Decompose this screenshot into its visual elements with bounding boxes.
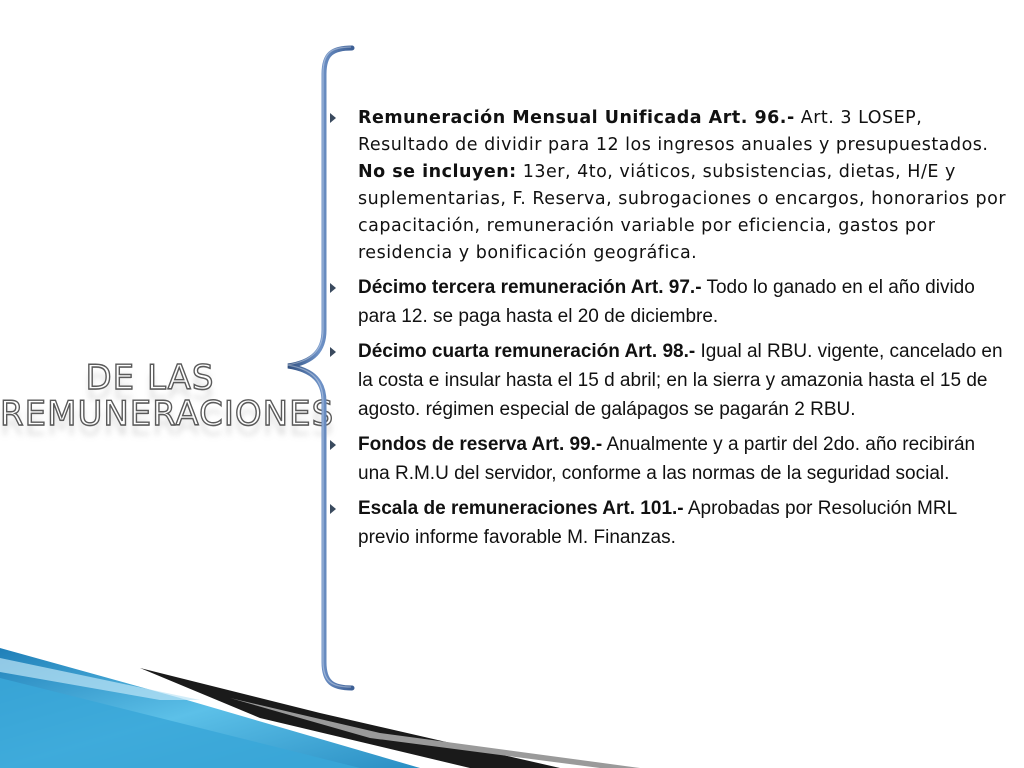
- title-line-1: DE LAS: [85, 358, 215, 398]
- item-heading: Remuneración Mensual Unificada Art. 96.-: [358, 108, 795, 128]
- item-text: Todo lo ganado en el año divido para 12. se paga hasta el 20 de diciembre.: [358, 277, 975, 327]
- item-text: Igual al RBU. vigente, cancelado en la costa e insular hasta el 15 d abril; en la sierra y amazonia hasta el 15 de agosto. régimen especial de galápagos se pagarán 2 RBU.: [358, 341, 1003, 420]
- item-heading: Décimo tercera remuneración Art. 97.-: [358, 277, 702, 298]
- bullet-arrow-icon: [330, 347, 336, 357]
- bullet-arrow-icon: [330, 113, 336, 123]
- item-text: Art. 3 LOSEP, Resultado de dividir para 12 los ingresos anuales y presupuestados.: [358, 108, 989, 155]
- list-item: [330, 105, 1010, 267]
- bullet-arrow-icon: [330, 283, 336, 293]
- slide-title: [0, 358, 335, 434]
- list-item: [330, 273, 1010, 331]
- bullet-arrow-icon: [330, 504, 336, 514]
- item-heading: Décimo cuarta remuneración Art. 98.-: [358, 341, 696, 362]
- bullet-list: [330, 105, 1010, 558]
- item-text: Aprobadas por Resolución MRL previo informe favorable M. Finanzas.: [358, 498, 957, 548]
- item-text: Anualmente y a partir del 2do. año recibirán una R.M.U del servidor, conforme a las normas de la seguridad social.: [358, 434, 976, 484]
- bullet-arrow-icon: [330, 440, 336, 450]
- item-heading: Escala de remuneraciones Art. 101.-: [358, 498, 684, 519]
- list-item: [330, 430, 1010, 488]
- list-item: [330, 337, 1010, 424]
- list-item: [330, 494, 1010, 552]
- item-subheading: No se incluyen:: [358, 162, 517, 182]
- title-line-2: REMUNERACIONES: [0, 394, 335, 434]
- item-text-2: 13er, 4to, viáticos, subsistencias, dietas, H/E y suplementarias, F. Reserva, subrogaciones o encargos, honorarios por capacitación, remuneración variable por eficiencia, gastos por residencia y bonificación geográfica.: [358, 162, 1007, 263]
- decorative-wave: [0, 638, 1024, 768]
- item-heading: Fondos de reserva Art. 99.-: [358, 434, 603, 455]
